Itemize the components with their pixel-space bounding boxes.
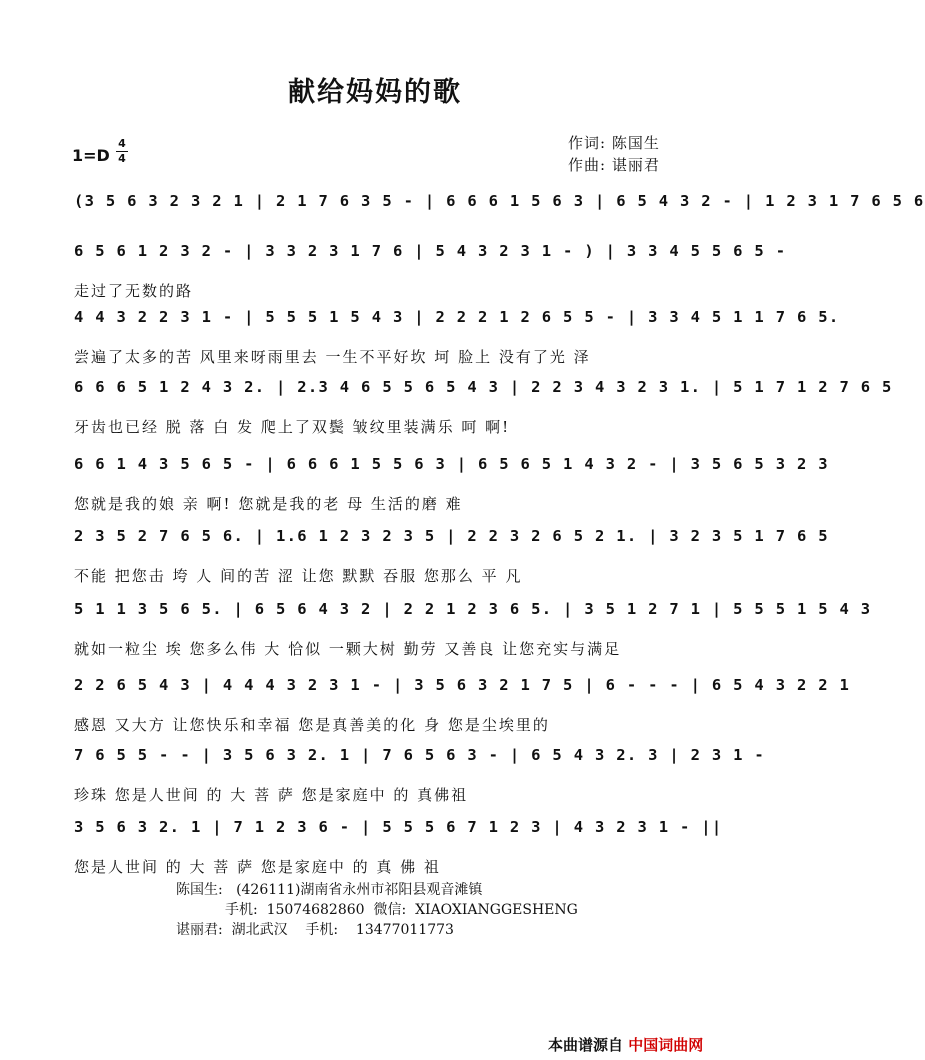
contact-line-1: 陈国生: (426111)湖南省永州市祁阳县观音滩镇 <box>176 882 483 898</box>
lyric-line: 您就是我的娘 亲 啊! 您就是我的老 母 生活的磨 难 <box>74 495 463 513</box>
lyric-line: 不能 把您击 垮 人 间的苦 涩 让您 默默 吞服 您那么 平 凡 <box>74 567 523 585</box>
lyric-line: 您是人世间 的 大 菩 萨 您是家庭中 的 真 佛 祖 <box>74 858 441 876</box>
lyric-line: 牙齿也已经 脱 落 白 发 爬上了双鬓 皱纹里装满乐 呵 啊! <box>74 418 511 436</box>
notation-line: 2 3 5 2 7 6 5 6. | 1.6 1 2 3 2 3 5 | 2 2 3 2 6 5 2 1. | 3 2 3 5 1 7 6 5 <box>74 527 829 545</box>
notation-line: 2 2 6 5 4 3 | 4 4 4 3 2 3 1 - | 3 5 6 3 2 1 7 5 | 6 - - - | 6 5 4 3 2 2 1 <box>74 676 851 694</box>
source-site: 中国词曲网 <box>628 1036 704 1054</box>
score-system <box>66 527 829 597</box>
score-system <box>66 818 723 888</box>
notation-line: 7 6 5 5 - - | 3 5 6 3 2. 1 | 7 6 5 6 3 - | 6 5 4 3 2. 3 | 2 3 1 - <box>74 746 766 764</box>
lyric-line: 感恩 又大方 让您快乐和幸福 您是真善美的化 身 您是尘埃里的 <box>74 716 550 734</box>
lyric-line: 尝遍了太多的苦 风里来呀雨里去 一生不平好坎 坷 脸上 没有了光 泽 <box>74 348 591 366</box>
notation-line: 6 5 6 1 2 3 2 - | 3 3 2 3 1 7 6 | 5 4 3 2 3 1 - ) | 3 3 4 5 5 6 5 - <box>74 242 787 260</box>
source-credit <box>548 1034 703 1055</box>
contact-line-2: 手机: 15074682860 微信: XIAOXIANGGESHENG <box>176 902 578 918</box>
score-system <box>66 455 829 525</box>
score-system <box>66 308 840 378</box>
notation-line: 4 4 3 2 2 3 1 - | 5 5 5 1 5 4 3 | 2 2 2 1 2 6 5 5 - | 3 3 4 5 1 1 7 6 5. <box>74 308 840 326</box>
score-system <box>66 676 851 746</box>
source-prefix: 本曲谱源自 <box>548 1036 624 1054</box>
composer: 作曲: 谌丽君 <box>568 156 660 174</box>
credits <box>568 132 660 176</box>
contact-info <box>176 880 578 940</box>
key-signature: 1=D <box>72 146 110 165</box>
lyric-line: 就如一粒尘 埃 您多么伟 大 恰似 一颗大树 勤劳 又善良 让您充实与满足 <box>74 640 622 658</box>
time-signature-bottom: 4 <box>118 152 126 165</box>
lyricist: 作词: 陈国生 <box>568 134 660 152</box>
notation-line: (3 5 6 3 2 3 2 1 | 2 1 7 6 3 5 - | 6 6 6 1 5 6 3 | 6 5 4 3 2 - | 1 2 3 1 7 6 5 6 <box>74 192 925 210</box>
score-system <box>66 242 787 312</box>
score-system <box>66 600 872 670</box>
notation-line: 6 6 6 5 1 2 4 3 2. | 2.3 4 6 5 5 6 5 4 3 | 2 2 3 4 3 2 3 1. | 5 1 7 1 2 7 6 5 <box>74 378 893 396</box>
lyric-line: 珍珠 您是人世间 的 大 菩 萨 您是家庭中 的 真佛祖 <box>74 786 469 804</box>
notation-line: 6 6 1 4 3 5 6 5 - | 6 6 6 1 5 5 6 3 | 6 5 6 5 1 4 3 2 - | 3 5 6 5 3 2 3 <box>74 455 829 473</box>
time-signature-top: 4 <box>118 137 126 150</box>
notation-line: 5 1 1 3 5 6 5. | 6 5 6 4 3 2 | 2 2 1 2 3 6 5. | 3 5 1 2 7 1 | 5 5 5 1 5 4 3 <box>74 600 872 618</box>
song-title: 献给妈妈的歌 <box>288 77 462 108</box>
lyric-line: 走过了无数的路 <box>74 282 194 300</box>
score-system <box>66 746 766 816</box>
time-signature <box>116 138 128 165</box>
notation-line: 3 5 6 3 2. 1 | 7 1 2 3 6 - | 5 5 5 6 7 1 2 3 | 4 3 2 3 1 - || <box>74 818 723 836</box>
score-system <box>66 378 893 448</box>
contact-line-3: 谌丽君: 湖北武汉 手机: 13477011773 <box>176 922 454 938</box>
